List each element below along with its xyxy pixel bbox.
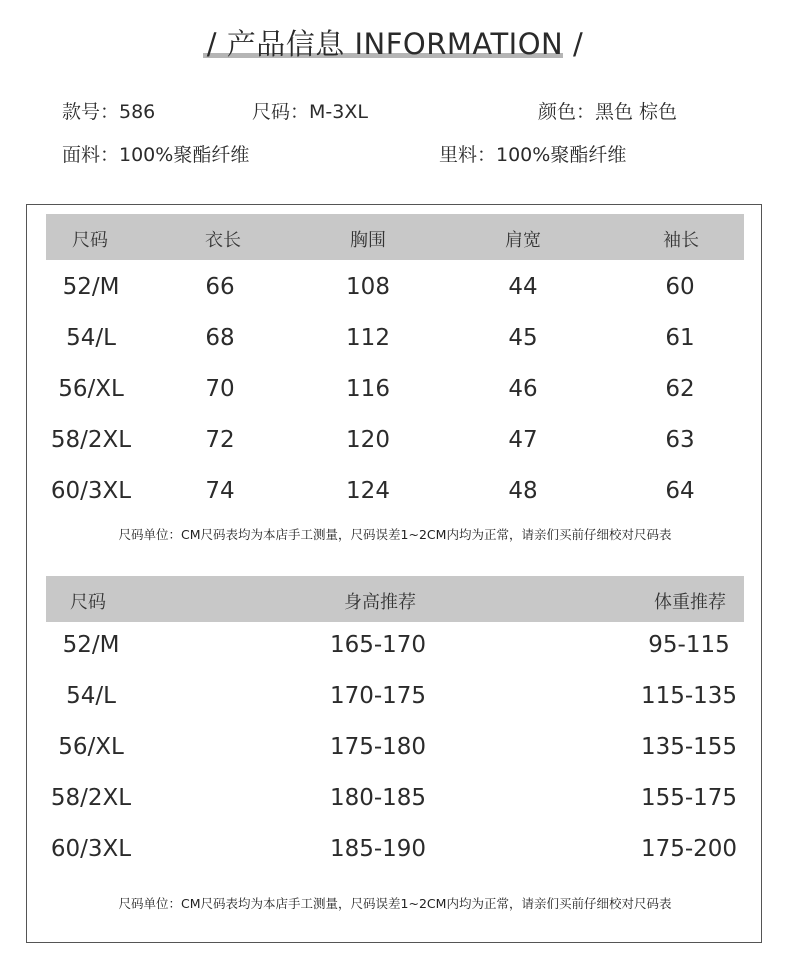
cell-height: 185-190 <box>329 836 427 862</box>
cell-length: 66 <box>205 274 235 300</box>
cell-chest: 124 <box>346 478 390 504</box>
lining-material: 里料：100%聚酯纤维 <box>439 144 627 166</box>
cell-size: 56/XL <box>58 734 124 760</box>
page-title: / 产品信息 INFORMATION / <box>206 27 584 61</box>
header-length: 衣长 <box>205 230 241 251</box>
cell-weight: 135-155 <box>640 734 738 760</box>
header-height: 身高推荐 <box>344 592 416 613</box>
cell-shoulder: 47 <box>508 427 538 453</box>
cell-length: 70 <box>205 376 235 402</box>
cell-height: 180-185 <box>329 785 427 811</box>
recommendation-table-header <box>46 576 744 622</box>
cell-weight: 95-115 <box>648 632 730 658</box>
recommendation-note: 尺码单位：CM尺码表均为本店手工测量，尺码误差1~2CM内均为正常，请亲们买前仔细校对尺码表 <box>118 896 672 911</box>
cell-height: 170-175 <box>329 683 427 709</box>
cell-sleeve: 63 <box>665 427 695 453</box>
cell-weight: 115-135 <box>640 683 738 709</box>
header-size: 尺码 <box>72 230 108 251</box>
header-weight: 体重推荐 <box>654 592 726 613</box>
cell-length: 74 <box>205 478 235 504</box>
cell-size: 58/2XL <box>50 427 132 453</box>
header-size: 尺码 <box>70 592 106 613</box>
cell-sleeve: 62 <box>665 376 695 402</box>
cell-chest: 116 <box>346 376 390 402</box>
cell-chest: 112 <box>346 325 390 351</box>
header-shoulder: 肩宽 <box>505 230 541 251</box>
cell-size: 60/3XL <box>50 836 132 862</box>
style-number: 款号：586 <box>62 101 156 123</box>
cell-chest: 108 <box>346 274 390 300</box>
color-options: 颜色：黑色 棕色 <box>538 101 678 123</box>
cell-weight: 175-200 <box>640 836 738 862</box>
cell-size: 60/3XL <box>50 478 132 504</box>
header-chest: 胸围 <box>350 230 386 251</box>
cell-size: 52/M <box>62 274 120 300</box>
cell-sleeve: 61 <box>665 325 695 351</box>
measurement-note: 尺码单位：CM尺码表均为本店手工测量，尺码误差1~2CM内均为正常，请亲们买前仔细校对尺码表 <box>118 527 672 542</box>
cell-size: 58/2XL <box>50 785 132 811</box>
cell-size: 56/XL <box>58 376 124 402</box>
size-chart-frame <box>26 204 762 943</box>
cell-sleeve: 64 <box>665 478 695 504</box>
measurement-table-header <box>46 214 744 260</box>
header-sleeve: 袖长 <box>663 230 699 251</box>
cell-size: 54/L <box>66 325 116 351</box>
cell-length: 72 <box>205 427 235 453</box>
fabric-material: 面料：100%聚酯纤维 <box>62 144 250 166</box>
cell-height: 175-180 <box>329 734 427 760</box>
cell-height: 165-170 <box>329 632 427 658</box>
cell-shoulder: 48 <box>508 478 538 504</box>
cell-shoulder: 46 <box>508 376 538 402</box>
cell-shoulder: 44 <box>508 274 538 300</box>
cell-sleeve: 60 <box>665 274 695 300</box>
size-range: 尺码：M-3XL <box>252 101 368 123</box>
cell-weight: 155-175 <box>640 785 738 811</box>
cell-shoulder: 45 <box>508 325 538 351</box>
cell-chest: 120 <box>346 427 390 453</box>
cell-size: 52/M <box>62 632 120 658</box>
cell-size: 54/L <box>66 683 116 709</box>
cell-length: 68 <box>205 325 235 351</box>
